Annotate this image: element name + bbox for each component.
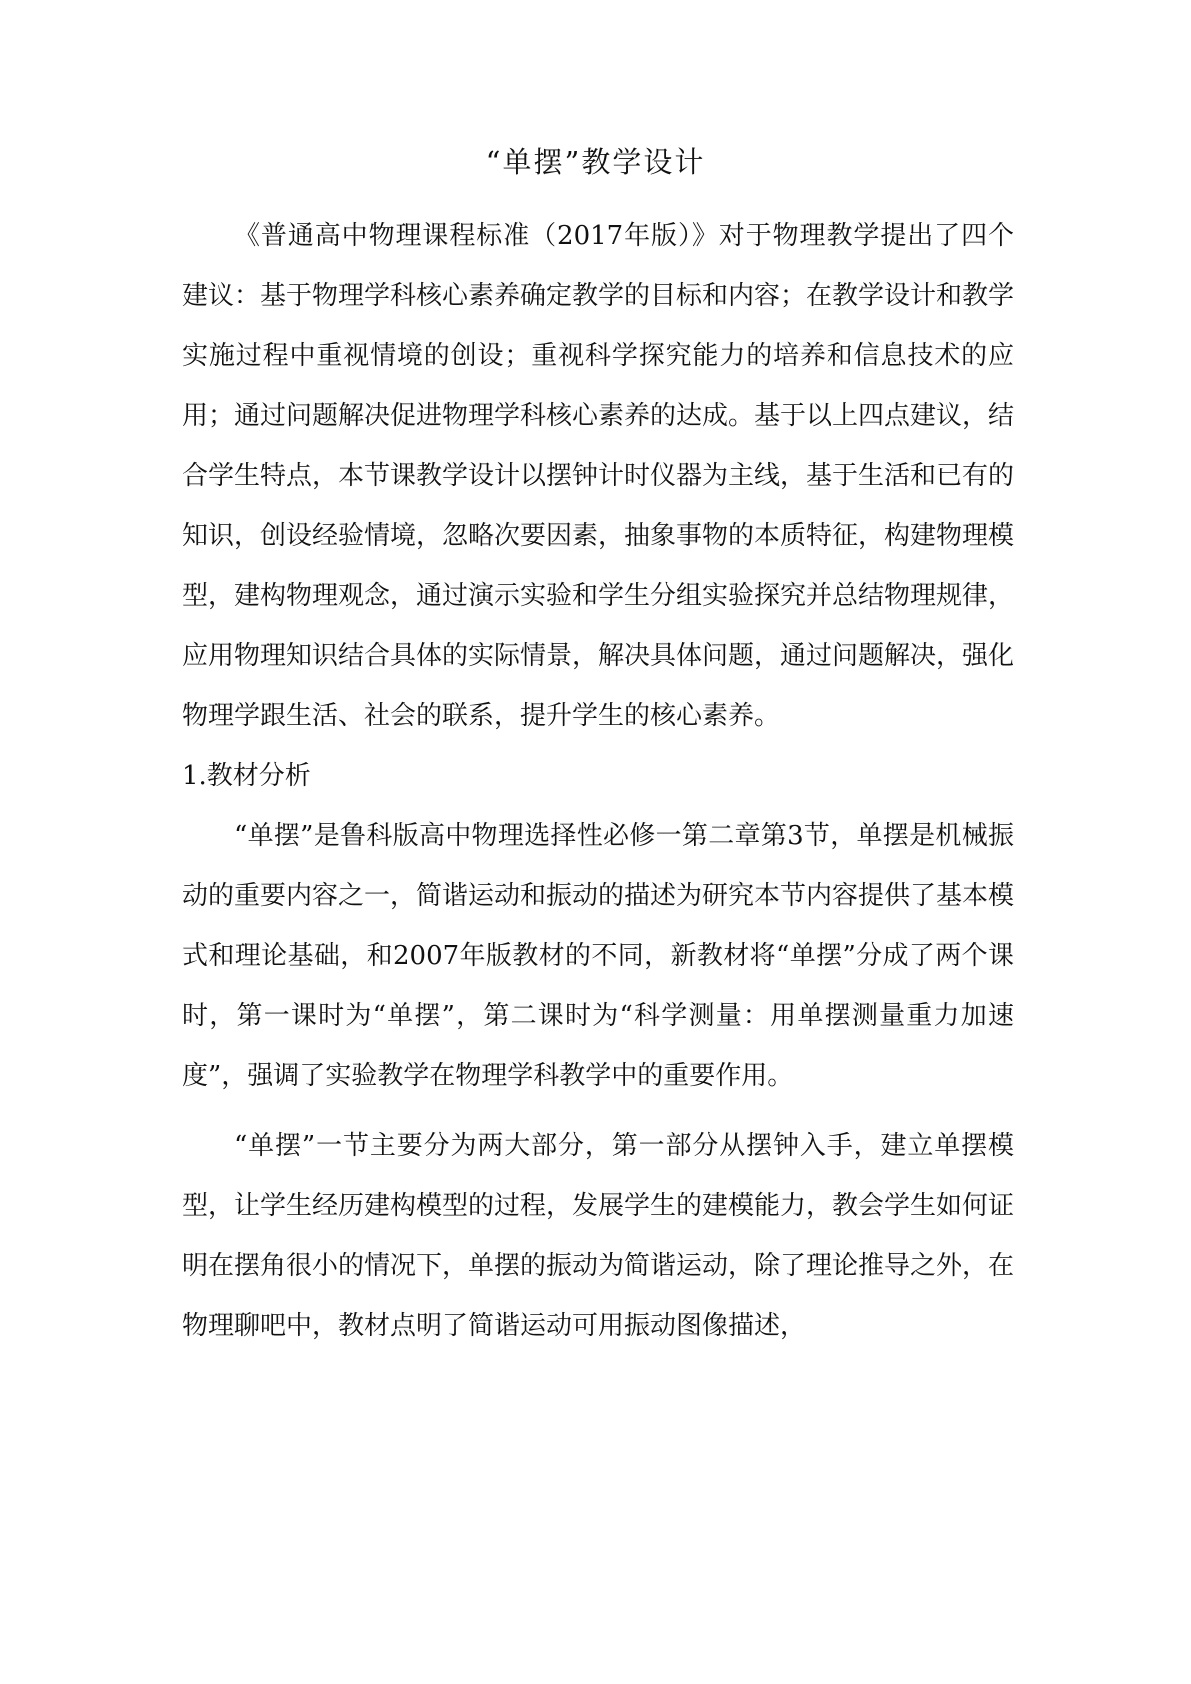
document-body: [182, 206, 1014, 1356]
intro-paragraph: 《普通高中物理课程标准（2017年版）》对于物理教学提出了四个建议：基于物理学科核心素养确定教学的目标和内容；在教学设计和教学实施过程中重视情境的创设；重视科学探究能力的培养和信息技术的应用；通过问题解决促进物理学科核心素养的达成。基于以上四点建议，结合学生特点，本节课教学设计以摆钟计时仪器为主线，基于生活和已有的知识，创设经验情境，忽略次要因素，抽象事物的本质特征，构建物理模型，建构物理观念，通过演示实验和学生分组实验探究并总结物理规律，应用物理知识结合具体的实际情景，解决具体问题，通过问题解决，强化物理学跟生活、社会的联系，提升学生的核心素养。: [182, 221, 1015, 731]
analysis-paragraph-1: “单摆”是鲁科版高中物理选择性必修一第二章第3节，单摆是机械振动的重要内容之一，简谐运动和振动的描述为研究本节内容提供了基本模式和理论基础，和2007年版教材的不同，新教材将“单摆”分成了两个课时，第一课时为“单摆”，第二课时为“科学测量：用单摆测量重力加速度”，强调了实验教学在物理学科教学中的重要作用。: [182, 821, 1015, 1091]
analysis-paragraph-2: “单摆”一节主要分为两大部分，第一部分从摆钟入手，建立单摆模型，让学生经历建构模型的过程，发展学生的建模能力，教会学生如何证明在摆角很小的情况下，单摆的振动为简谐运动，除了理论推导之外，在物理聊吧中，教材点明了简谐运动可用振动图像描述，: [182, 1131, 1015, 1341]
section-heading-textbook-analysis: 1.教材分析: [182, 761, 311, 791]
document-title: “单摆”教学设计: [485, 145, 706, 179]
